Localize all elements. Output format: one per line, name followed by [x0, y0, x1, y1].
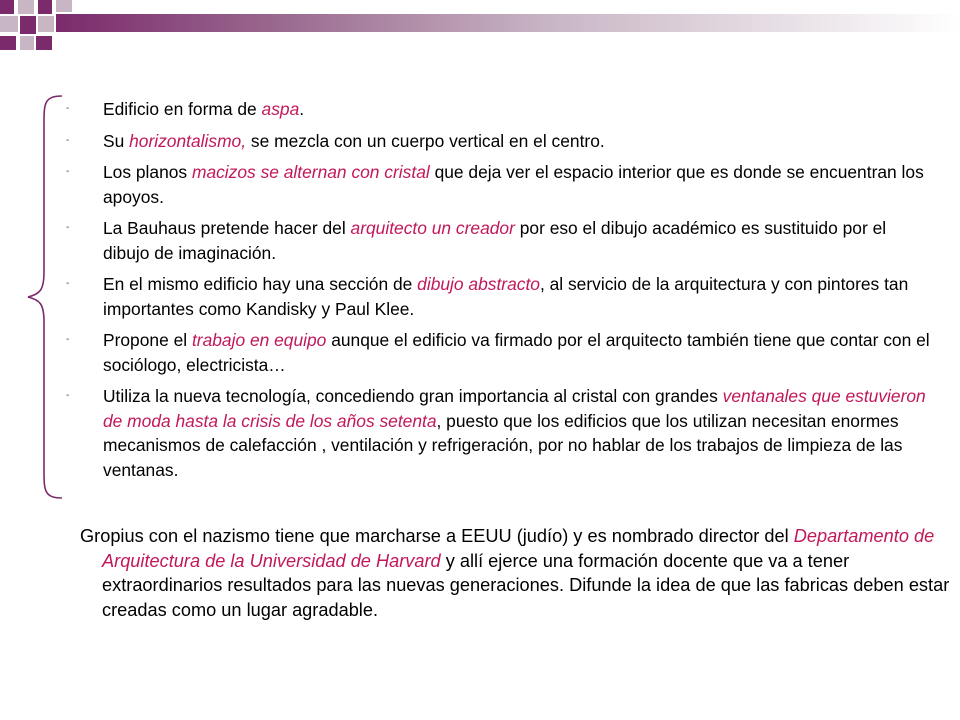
highlighted-text: dibujo abstracto	[417, 274, 540, 294]
dash-icon: -	[66, 334, 70, 345]
bullet-item	[66, 384, 936, 482]
curly-brace-icon	[26, 94, 66, 500]
dash-icon: -	[66, 134, 70, 146]
dash-icon: -	[66, 390, 70, 401]
highlighted-text: trabajo en equipo	[191, 330, 327, 350]
dash-icon: -	[66, 103, 70, 114]
dash-icon: -	[66, 278, 70, 289]
text-segment: y allí ejerce una formación docente que va a tener extraordinarios resultados para las nuevas generaciones. Difunde la idea de que las fabricas deben estar creadas como un lugar agradable.	[102, 550, 950, 620]
text-segment: Los planos	[103, 162, 192, 182]
bullet-item	[66, 160, 936, 209]
highlighted-text: aspa	[261, 99, 300, 119]
dash-icon: -	[66, 222, 70, 233]
text-segment: .	[299, 99, 305, 119]
text-segment: aunque el edificio va firmado por el arquitecto también tiene que contar con el sociólogo, electricista…	[103, 330, 930, 375]
header-gradient-bar	[56, 14, 960, 32]
text-segment: Gropius con el nazismo tiene que marcharse a EEUU (judío) y es nombrado director del	[80, 526, 794, 546]
bullet-item	[66, 216, 936, 265]
text-segment: La Bauhaus pretende hacer del	[103, 218, 351, 238]
dash-icon: -	[66, 166, 70, 177]
paragraph-gropius	[80, 524, 952, 622]
text-segment: Su	[103, 130, 130, 151]
text-segment: que deja ver el espacio interior que es donde se encuentran los apoyos.	[103, 162, 924, 207]
text-segment: , al servicio de la arquitectura y con pintores tan importantes como Kandisky y Paul Klee.	[103, 274, 909, 319]
text-segment: Utiliza la nueva tecnología, concediendo gran importancia al cristal con grandes	[103, 386, 723, 406]
text-segment: por eso el dibujo académico es sustituido por el dibujo de imaginación.	[103, 218, 887, 263]
highlighted-text: Departamento de Arquitectura de la Universidad de Harvard	[102, 526, 935, 571]
bullet-item	[66, 328, 936, 377]
bullet-item	[66, 129, 936, 154]
text-segment: , puesto que los edificios que los utilizan necesitan enormes mecanismos de calefacción , ventilación y refrigeración, por no hablar de los trabajos de limpieza de las ventanas.	[103, 410, 903, 480]
text-segment: En el mismo edificio hay una sección de	[103, 274, 418, 294]
highlighted-text: horizontalismo,	[129, 130, 247, 151]
bullet-item	[66, 272, 936, 321]
text-segment: Propone el	[103, 330, 192, 350]
text-segment: Edificio en forma de	[103, 99, 262, 119]
bullet-item	[66, 97, 936, 122]
text-segment: se mezcla con un cuerpo vertical en el centro.	[246, 130, 605, 151]
highlighted-text: ventanales que estuvieron de moda hasta la crisis de los años setenta	[103, 386, 926, 431]
highlighted-text: arquitecto un creador	[350, 218, 515, 238]
highlighted-text: macizos se alternan con cristal	[191, 162, 430, 182]
bullet-list	[66, 97, 936, 489]
